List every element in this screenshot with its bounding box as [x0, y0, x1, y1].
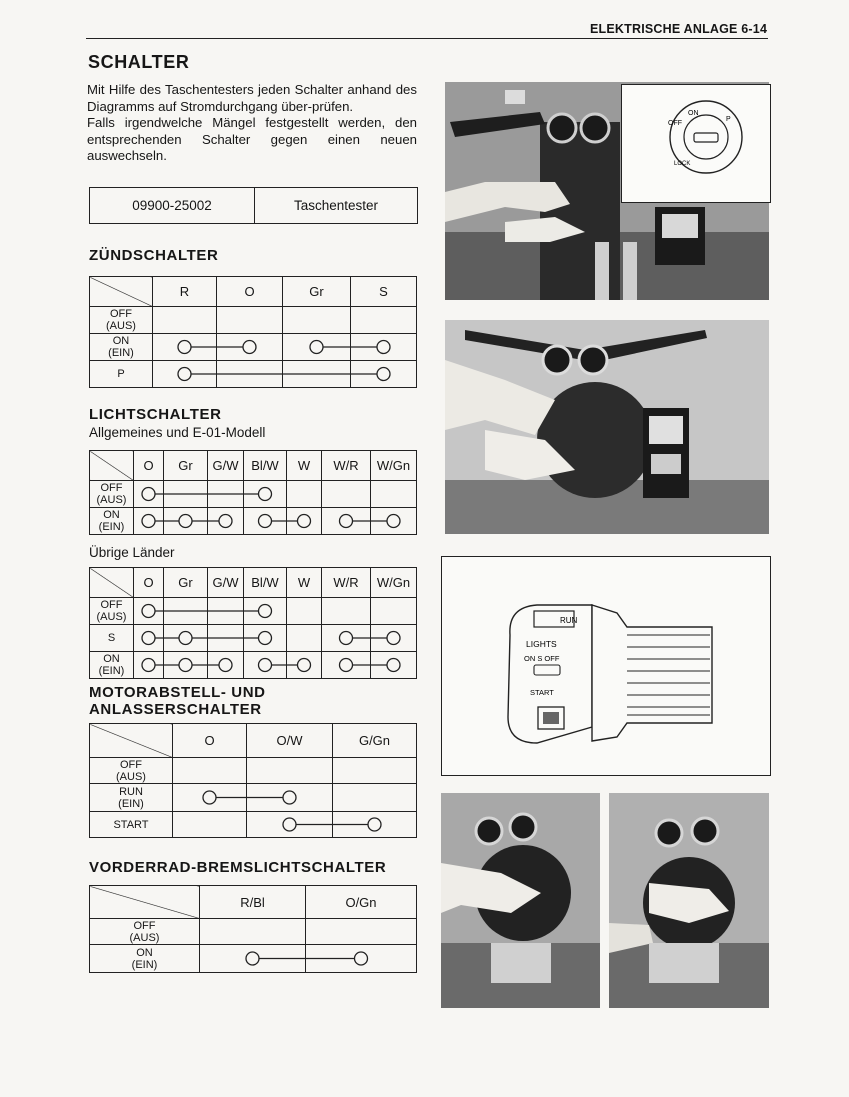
row-label: START [90, 812, 173, 838]
label-on-s-off: ON S OFF [524, 654, 560, 663]
label-run: RUN [560, 616, 578, 625]
column-header: W/R [322, 451, 371, 481]
column-header: O/W [247, 724, 333, 758]
column-header: G/Gn [333, 724, 417, 758]
running-header [590, 22, 767, 36]
handlebar-switch-figure [441, 556, 771, 776]
key-label-off: OFF [668, 120, 682, 127]
row-label: RUN (EIN) [90, 784, 173, 812]
ignition-key-inset [621, 84, 771, 203]
column-header: Gr [164, 451, 208, 481]
ignition-switch-table [89, 276, 417, 388]
column-header: W/R [322, 568, 371, 598]
column-header: O [134, 568, 164, 598]
row-label: OFF (AUS) [90, 758, 173, 784]
row-label: ON (EIN) [90, 652, 134, 679]
front-brake-switch-heading: VORDERRAD-BREMSLICHTSCHALTER [89, 859, 387, 876]
column-header: W [287, 451, 322, 481]
light-switch-heading: LICHTSCHALTER [89, 406, 222, 423]
label-lights: LIGHTS [526, 639, 557, 649]
row-label: OFF (AUS) [90, 307, 153, 334]
column-header: R [153, 277, 217, 307]
ignition-switch-heading: ZÜNDSCHALTER [89, 247, 219, 264]
column-header: R/Bl [200, 886, 306, 919]
column-header: O [173, 724, 247, 758]
column-header: Bl/W [244, 451, 287, 481]
engine-stop-starter-table [89, 723, 417, 838]
table-corner [90, 277, 153, 307]
table-corner [90, 451, 134, 481]
key-label-lock: LOCK [674, 161, 691, 167]
page-title: SCHALTER [88, 52, 190, 72]
column-header: G/W [208, 568, 244, 598]
light-switch-table-other [89, 567, 417, 679]
column-header: W/Gn [371, 568, 417, 598]
intro-text [87, 82, 417, 165]
column-header: W [287, 568, 322, 598]
tool-part-number: 09900-25002 [90, 188, 255, 223]
front-brake-switch-table [89, 885, 417, 973]
photo-brake-switch-test-off [441, 793, 600, 1008]
row-label: ON (EIN) [90, 508, 134, 535]
photo-light-switch-test [445, 320, 769, 534]
key-label-p: P [726, 116, 731, 123]
intro-paragraph-1: Mit Hilfe des Taschentesters jeden Schalter anhand des Diagramms auf Stromdurchgang über-prüfen. [87, 82, 417, 114]
table-corner [90, 724, 173, 758]
tool-name: Taschentester [293, 198, 379, 213]
column-header: O [134, 451, 164, 481]
intro-paragraph-2: Falls irgendwelche Mängel festgestellt werden, den entsprechenden Schalter gegen einen neuen auswechseln. [87, 115, 417, 163]
column-header: W/Gn [371, 451, 417, 481]
label-start: START [530, 688, 554, 697]
tool-table [89, 187, 418, 224]
column-header: S [351, 277, 417, 307]
header-page-number: 6-14 [741, 22, 768, 36]
row-label: OFF (AUS) [90, 481, 134, 508]
light-switch-subtitle: Allgemeines und E-01-Modell [89, 425, 266, 440]
column-header: Bl/W [244, 568, 287, 598]
column-header: Gr [164, 568, 208, 598]
column-header: O [217, 277, 283, 307]
row-label: ON (EIN) [90, 945, 200, 973]
key-label-on: ON [688, 110, 699, 117]
other-countries-label: Übrige Länder [89, 545, 175, 560]
header-section: ELEKTRISCHE ANLAGE [590, 22, 738, 36]
row-label: P [90, 361, 153, 388]
row-label: S [90, 625, 134, 652]
light-switch-table-general [89, 450, 417, 535]
table-corner [90, 886, 200, 919]
table-corner [90, 568, 134, 598]
column-header: Gr [283, 277, 351, 307]
engine-switch-heading: MOTORABSTELL- UND ANLASSERSCHALTER [89, 684, 266, 718]
row-label: OFF (AUS) [90, 919, 200, 945]
photo-brake-switch-test-on [609, 793, 769, 1008]
row-label: ON (EIN) [90, 334, 153, 361]
row-label: OFF (AUS) [90, 598, 134, 625]
column-header: G/W [208, 451, 244, 481]
header-rule [86, 38, 768, 39]
column-header: O/Gn [306, 886, 417, 919]
